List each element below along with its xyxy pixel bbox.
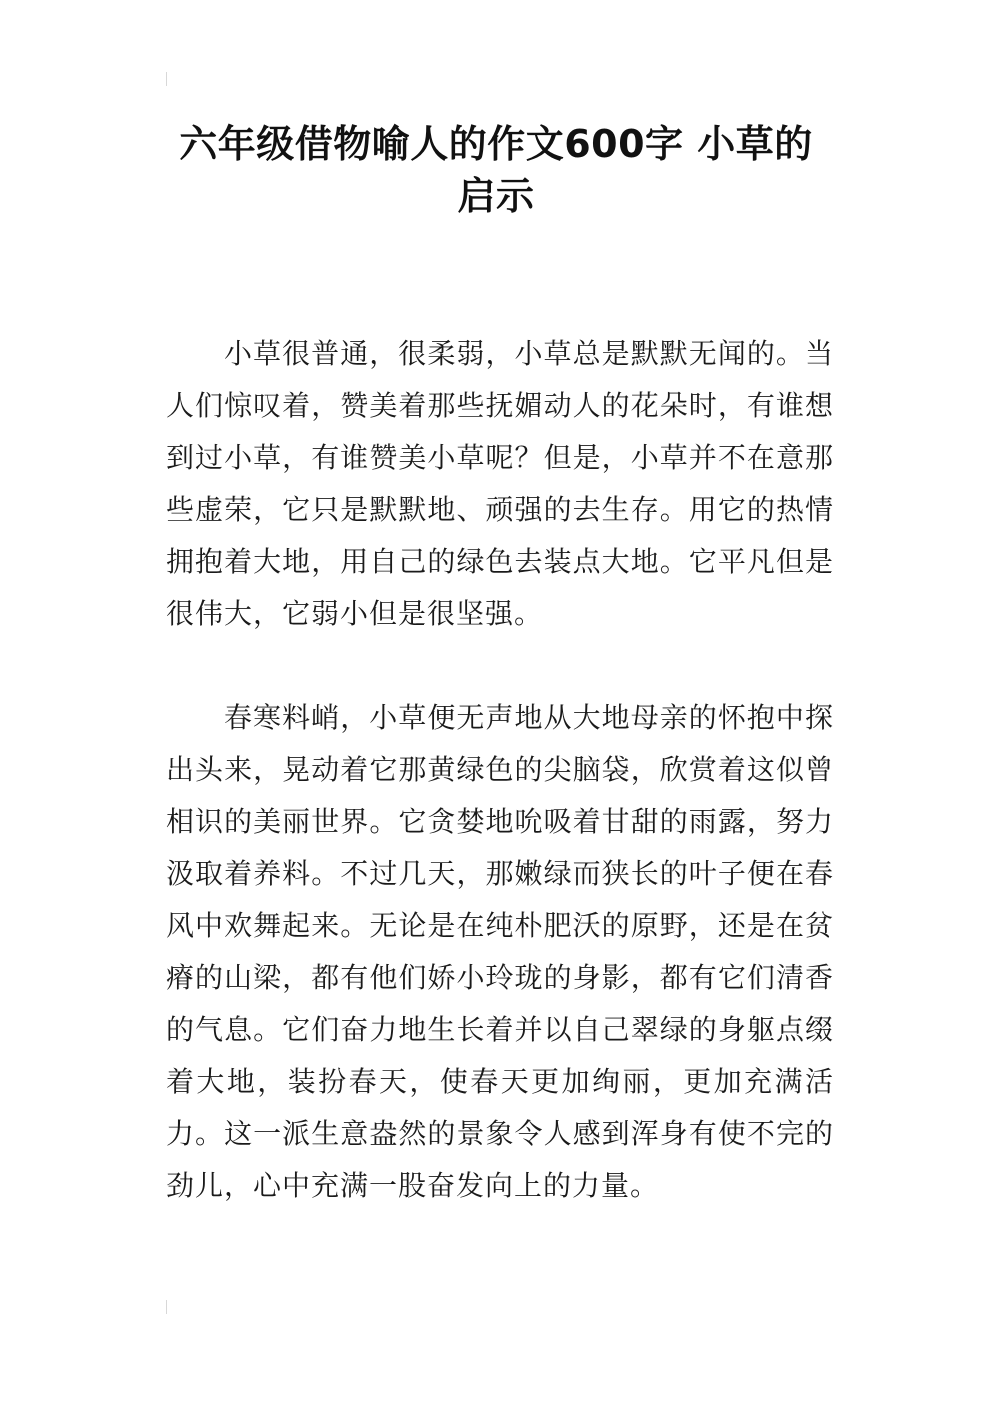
page-margin-mark-bottom [166, 1300, 167, 1314]
document-title: 六年级借物喻人的作文600字 小草的启示 [179, 122, 813, 218]
page-margin-mark-top [166, 72, 167, 86]
paragraph-2: 春寒料峭，小草便无声地从大地母亲的怀抱中探出头来，晃动着它那黄绿色的尖脑袋，欣赏着这似曾相识的美丽世界。它贪婪地吮吸着甘甜的雨露，努力汲取着养料。不过几天，那嫩绿而狭长的叶子便在春风中欢舞起来。无论是在纯朴肥沃的原野，还是在贫瘠的山梁，都有他们娇小玲珑的身影，都有它们清香的气息。它们奋力地生长着并以自己翠绿的身躯点缀着大地，装扮春天，使春天更加绚丽，更加充满活力。这一派生意盎然的景象令人感到浑身有使不完的劲儿，心中充满一股奋发向上的力量。 [166, 701, 834, 1202]
paragraph-1: 小草很普通，很柔弱，小草总是默默无闻的。当人们惊叹着，赞美着那些抚媚动人的花朵时，有谁想到过小草，有谁赞美小草呢？但是，小草并不在意那些虚荣，它只是默默地、顽强的去生存。用它的热情拥抱着大地，用自己的绿色去装点大地。它平凡但是很伟大，它弱小但是很坚强。 [166, 337, 834, 630]
